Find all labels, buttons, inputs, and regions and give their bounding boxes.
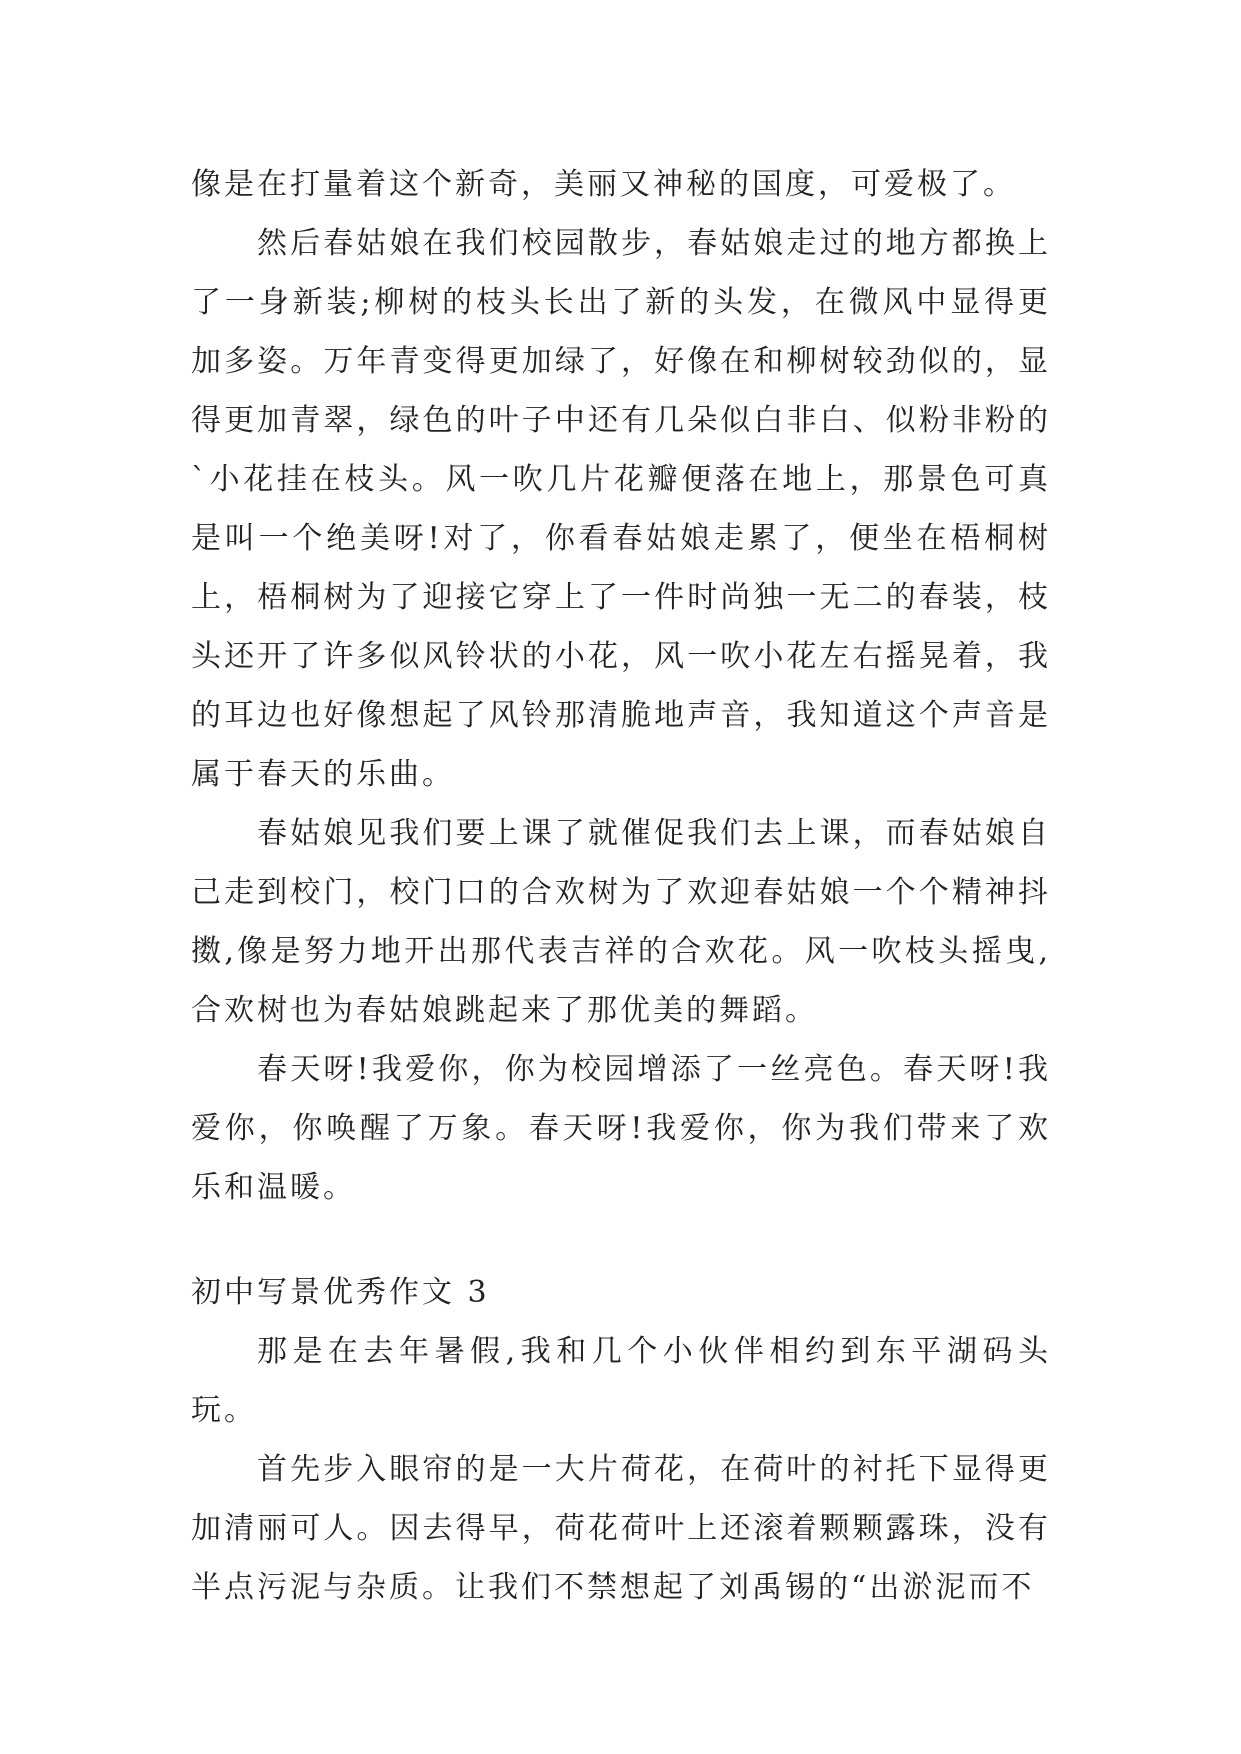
paragraph: 春姑娘见我们要上课了就催促我们去上课，而春姑娘自己走到校门，校门口的合欢树为了欢迎春姑娘一个个精神抖擞,像是努力地开出那代表吉祥的合欢花。风一吹枝头摇曳,合欢树也为春姑娘跳起来了那优美的舞蹈。 [191,816,1051,1028]
paragraph: 首先步入眼帘的是一大片荷花，在荷叶的衬托下显得更加清丽可人。因去得早，荷花荷叶上还滚着颗颗露珠，没有半点污泥与杂质。让我们不禁想起了刘禹锡的“出淤泥而不 [191,1452,1051,1605]
paragraph: 像是在打量着这个新奇，美丽又神秘的国度，可爱极了。 [191,167,1016,202]
essay-3-body [191,1322,1051,1617]
paragraph: 然后春姑娘在我们校园散步，春姑娘走过的地方都换上了一身新装;柳树的枝头长出了新的头发，在微风中显得更加多姿。万年青变得更加绿了，好像在和柳树较劲似的，显得更加青翠，绿色的叶子中还有几朵似白非白、似粉非粉的`小花挂在枝头。风一吹几片花瓣便落在地上，那景色可真是叫一个绝美呀!对了，你看春姑娘走累了，便坐在梧桐树上，梧桐树为了迎接它穿上了一件时尚独一无二的春装，枝头还开了许多似风铃状的小花，风一吹小花左右摇晃着，我的耳边也好像想起了风铃那清脆地声音，我知道这个声音是属于春天的乐曲。 [191,226,1051,792]
essay-continuation [191,155,1051,1217]
section-heading: 初中写景优秀作文 3 [191,1275,490,1310]
paragraph: 春天呀!我爱你，你为校园增添了一丝亮色。春天呀!我爱你，你唤醒了万象。春天呀!我爱你，你为我们带来了欢乐和温暖。 [191,1052,1051,1205]
paragraph: 那是在去年暑假,我和几个小伙伴相约到东平湖码头玩。 [191,1334,1051,1428]
